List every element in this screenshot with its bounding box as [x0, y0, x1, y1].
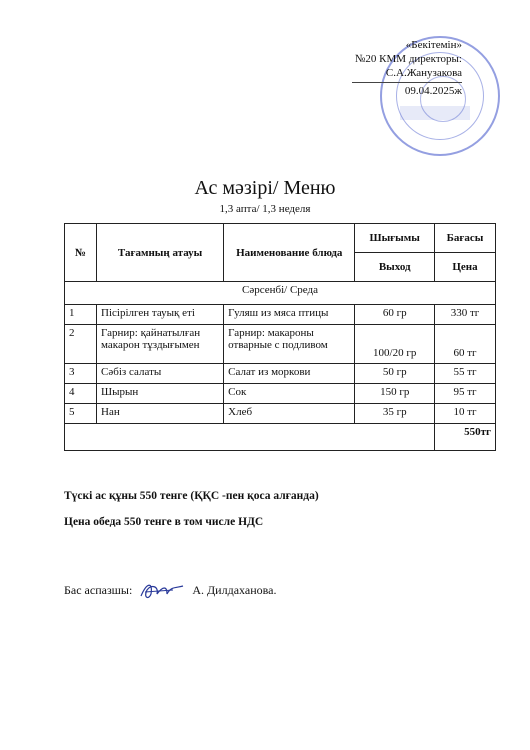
row-num: 1 [65, 305, 97, 325]
row-name-kz: Сәбіз салаты [97, 364, 224, 384]
row-price: 10 тг [434, 404, 495, 424]
row-price: 60 тг [434, 325, 495, 364]
row-price: 55 тг [434, 364, 495, 384]
menu-table [64, 223, 496, 451]
row-num: 2 [65, 325, 97, 364]
approval-position: №20 КММ директоры: [354, 53, 462, 65]
header-output-kz: Шығымы [355, 224, 435, 253]
cook-signature-line [64, 580, 276, 602]
table-row [65, 364, 496, 384]
header-name-kz: Тағамның атауы [97, 224, 224, 282]
approval-date: 09.04.2025ж [352, 82, 462, 98]
row-num: 5 [65, 404, 97, 424]
row-output: 100/20 гр [355, 325, 435, 364]
row-name-kz: Пісірілген тауық еті [97, 305, 224, 325]
total-spacer [65, 424, 435, 451]
row-name-kz: Нан [97, 404, 224, 424]
row-price: 330 тг [434, 305, 495, 325]
price-note-ru: Цена обеда 550 тенге в том числе НДС [64, 516, 264, 528]
row-num: 4 [65, 384, 97, 404]
header-price-ru: Цена [434, 253, 495, 282]
table-header-row [65, 224, 496, 253]
cook-label: Бас аспазшы: [64, 582, 133, 597]
price-note-kz: Түскі ас құны 550 тенге (ҚҚС -пен қоса алғанда) [64, 490, 319, 502]
approval-name: С.А.Жанузакова [385, 67, 462, 79]
cook-name: А. Дилдаханова. [192, 582, 277, 597]
total-value: 550тг [434, 424, 495, 451]
stamp-date-mark [400, 106, 470, 120]
day-label: Сәрсенбі/ Среда [65, 282, 496, 305]
table-row [65, 325, 496, 364]
row-price: 95 тг [434, 384, 495, 404]
row-name-ru: Сок [224, 384, 355, 404]
table-row [65, 305, 496, 325]
row-name-ru: Хлеб [224, 404, 355, 424]
header-output-ru: Выход [355, 253, 435, 282]
page-title: Ас мәзірі/ Меню [194, 177, 336, 199]
row-output: 150 гр [355, 384, 435, 404]
row-name-kz: Шырын [97, 384, 224, 404]
day-row [65, 282, 496, 305]
row-name-ru: Гуляш из мяса птицы [224, 305, 355, 325]
row-name-ru: Гарнир: макароны отварные с подливом [224, 325, 355, 364]
total-row [65, 424, 496, 451]
approval-heading: «Бекітемін» [405, 39, 462, 51]
header-price-kz: Бағасы [434, 224, 495, 253]
header-name-ru: Наименование блюда [224, 224, 355, 282]
row-output: 50 гр [355, 364, 435, 384]
page-subtitle: 1,3 апта/ 1,3 неделя [219, 203, 311, 215]
row-output: 35 гр [355, 404, 435, 424]
table-row [65, 404, 496, 424]
table-row [65, 384, 496, 404]
row-name-ru: Салат из моркови [224, 364, 355, 384]
header-num: № [65, 224, 97, 282]
approval-block [352, 38, 462, 98]
row-name-kz: Гарнир: қайнатылған макарон тұздығымен [97, 325, 224, 364]
row-output: 60 гр [355, 305, 435, 325]
signature-image [137, 580, 187, 602]
row-num: 3 [65, 364, 97, 384]
